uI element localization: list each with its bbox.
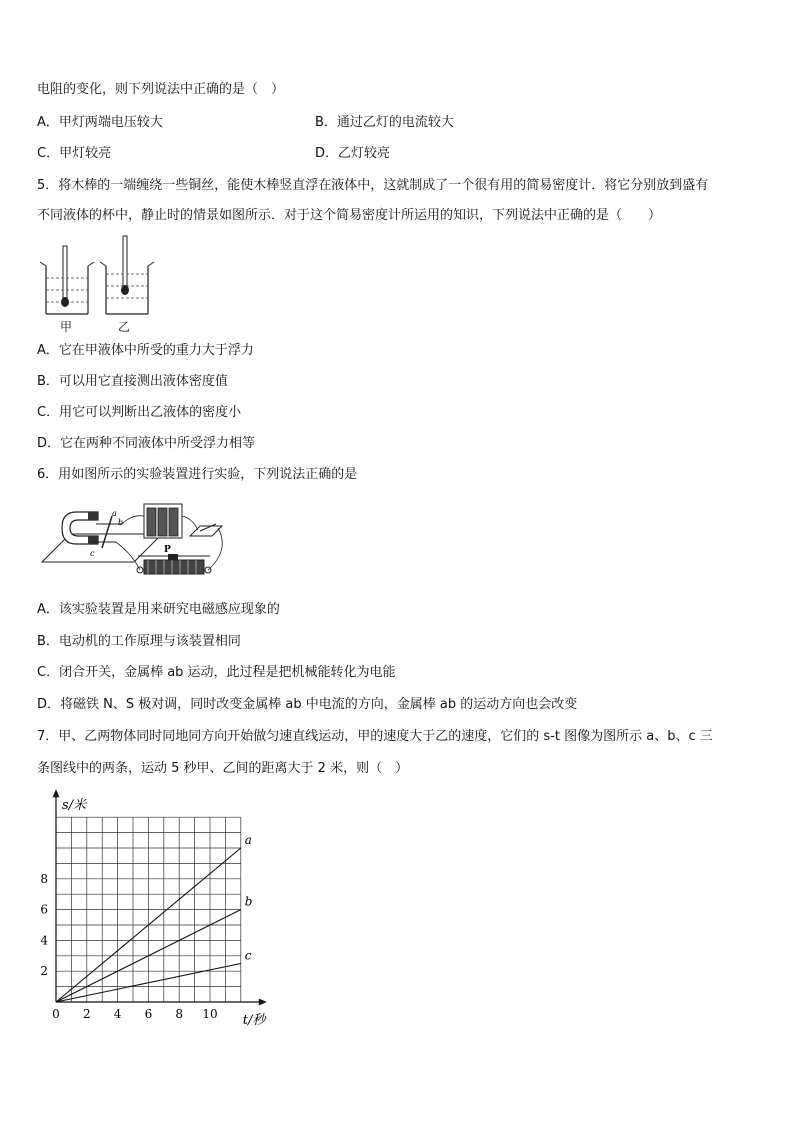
y-tick-label: 4 [40,933,48,948]
x-tick-label: 8 [175,1007,184,1021]
density-meter-figure [38,234,158,336]
x-tick-label: 0 [52,1007,60,1021]
y-axis-label: s/米 [62,798,87,814]
q4-option-a: A．甲灯两端电压较大 [37,115,163,130]
q5-option-d: D．它在两种不同液体中所受浮力相等 [37,436,256,451]
q6-option-d: D．将磁铁 N、S 极对调，同时改变金属棒 ab 中电流的方向，金属棒 ab 的运动方向也会改变 [37,697,578,712]
y-tick-label: 6 [40,902,48,917]
q6-option-b: B．电动机的工作原理与该装置相同 [37,634,241,649]
q5-option-c: C．用它可以判断出乙液体的密度小 [37,405,242,420]
beaker-jia-icon [40,246,94,314]
q4-option-d: D．乙灯较亮 [315,146,391,161]
chart-axes [53,789,267,1005]
switch-icon [190,524,222,536]
q4-stem-tail: 电阻的变化，则下列说法中正确的是（ ） [37,82,285,97]
y-axis-arrow-icon [53,789,60,797]
x-tick-label: 2 [82,1007,91,1021]
label-b: b [118,518,124,527]
q5-stem-line2: 不同液体的杯中，静止时的情景如图所示．对于这个简易密度计所运用的知识，下列说法中正确的是（ ） [37,208,662,223]
q5-label-yi: 乙 [118,320,131,334]
label-c: c [90,549,95,558]
rheostat-icon [137,554,211,574]
y-tick-label: 8 [40,871,48,886]
series-label-c: c [244,948,252,963]
motor-apparatus-figure [40,494,240,590]
horseshoe-magnet-icon [62,512,98,544]
q5-option-a: A．它在甲液体中所受的重力大于浮力 [37,343,254,358]
x-tick-label: 10 [202,1007,218,1021]
y-tick-label: 2 [40,964,48,979]
q5-option-b: B．可以用它直接测出液体密度值 [37,374,228,389]
battery-icon [144,504,182,538]
series-label-b: b [244,894,253,909]
q4-option-c: C．甲灯较亮 [37,146,112,161]
q6-stem: 6．用如图所示的实验装置进行实验，下列说法正确的是 [37,467,358,482]
label-p: P [164,545,171,555]
q5-label-jia: 甲 [60,320,73,334]
q7-stem-line2: 条图线中的两条，运动 5 秒甲、乙间的距离大于 2 米，则（ ） [37,761,409,776]
s-t-chart [30,786,280,1034]
series-label-a: a [244,833,252,847]
x-tick-label: 6 [144,1007,153,1021]
q7-stem-line1: 7．甲、乙两物体同时同地同方向开始做匀速直线运动，甲的速度大于乙的速度，它们的 s-t 图像为图所示 a、b、c 三 [37,729,713,744]
q6-option-c: C．闭合开关，金属棒 ab 运动，此过程是把机械能转化为电能 [37,665,396,680]
chart-grid [56,817,241,1002]
x-tick-label: 4 [113,1007,122,1021]
q4-option-b: B．通过乙灯的电流较大 [315,115,454,130]
q6-option-a: A．该实验装置是用来研究电磁感应现象的 [37,602,280,617]
x-axis-label: t/秒 [242,1013,266,1028]
label-a: a [112,509,117,518]
q5-stem-line1: 5．将木棒的一端缠绕一些铜丝，能使木棒竖直浮在液体中，这就制成了一个很有用的简易密度计．将它分别放到盛有 [37,178,709,193]
beaker-yi-icon [100,236,154,314]
x-axis-arrow-icon [259,999,267,1006]
